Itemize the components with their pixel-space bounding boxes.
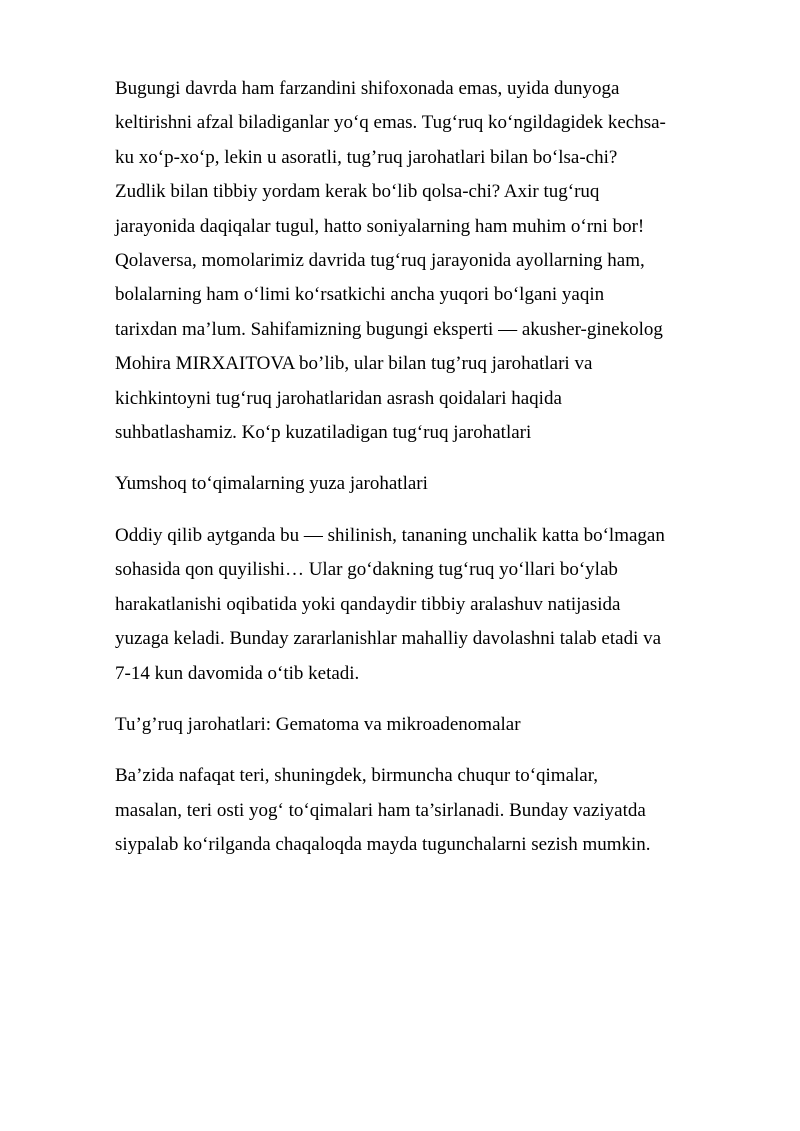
heading-soft-tissue-injuries: Yumshoq to‘qimalarning yuza jarohatlari	[115, 473, 428, 495]
heading-hematoma: Tu’g’ruq jarohatlari: Gematoma va mikroadenomalar	[115, 713, 521, 735]
paragraph-soft-tissue: Oddiy qilib aytganda bu — shilinish, tananing unchalik katta bo‘lmagan sohasida qon quyilishi… Ular go‘dakning tug‘ruq yo‘llari bo‘ylab harakatlanishi oqibatida yoki qandaydir tibbiy aralashuv natijasida yuzaga keladi. Bunday zararlanishlar mahalliy davolashni talab etadi va 7-14 kun davomida o‘tib ketadi.	[115, 524, 665, 684]
paragraph-hematoma: Ba’zida nafaqat teri, shuningdek, birmuncha chuqur to‘qimalar, masalan, teri osti yog‘ to‘qimalari ham ta’sirlanadi. Bunday vaziyatda siypalab ko‘rilganda chaqaloqda mayda tugunchalarni sezish mumkin.	[115, 765, 651, 856]
paragraph-intro: Bugungi davrda ham farzandini shifoxonada emas, uyida dunyoga keltirishni afzal biladiganlar yo‘q emas. Tug‘ruq ko‘ngildagidek kechsa- ku xo‘p-xo‘p, lekin u asoratli, tug’ruq jarohatlari bilan bo‘lsa-chi? Zudlik bilan tibbiy yordam kerak bo‘lib qolsa-chi? Axir tug‘ruq jarayonida daqiqalar tugul, hatto soniyalarning ham muhim o‘rni bor! Qolaversa, momolarimiz davrida tug‘ruq jarayonida ayollarning ham, bolalarning ham o‘limi ko‘rsatkichi ancha yuqori bo‘lgani yaqin tarixdan ma’lum. Sahifamizning bugungi eksperti — akusher-ginekolog Mohira MIRXAITOVA bo’lib, ular bilan tug’ruq jarohatlari va kichkintoyni tug‘ruq jarohatlaridan asrash qoidalari haqida suhbatlashamiz. Ko‘p kuzatiladigan tug‘ruq jarohatlari	[115, 78, 666, 444]
document-page	[115, 72, 755, 880]
